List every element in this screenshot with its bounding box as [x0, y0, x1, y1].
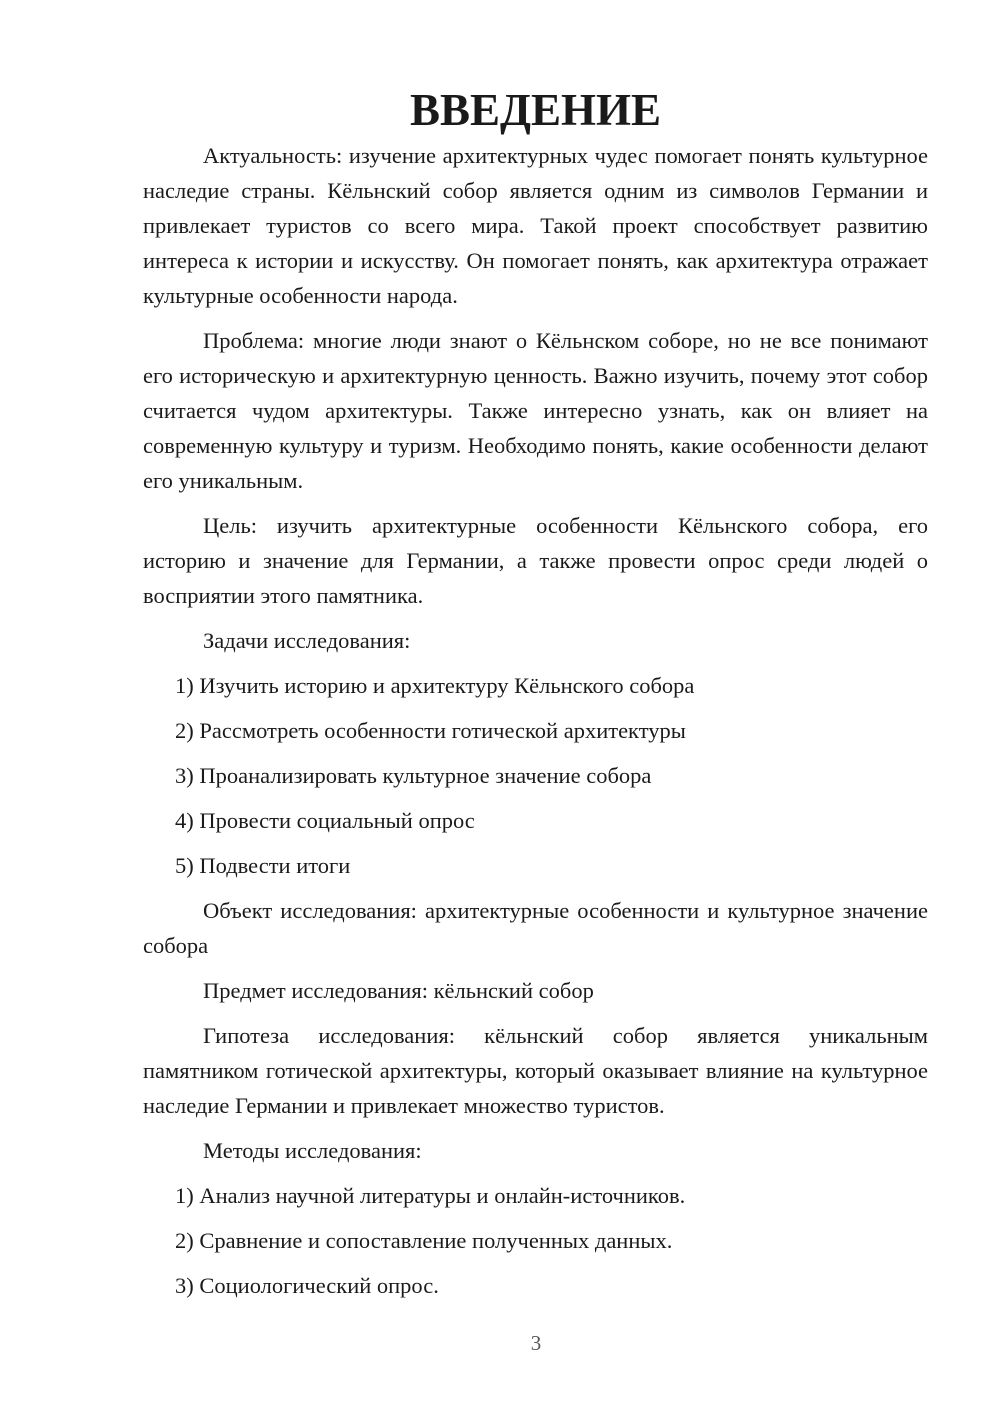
methods-heading: Методы исследования: — [203, 1138, 422, 1163]
paragraph-hypothesis: Гипотеза исследования: кёльнский собор является уникальным памятником готической архитектуры, который оказывает влияние на культурное наследие Германии и привлекает множество туристов. — [143, 1023, 928, 1118]
paragraph-subject: Предмет исследования: кёльнский собор — [203, 978, 594, 1003]
paragraph-goal: Цель: изучить архитектурные особенности Кёльнского собора, его историю и значение для Германии, а также провести опрос среди людей о восприятии этого памятника. — [143, 513, 928, 608]
list-item-task-1: 1) Изучить историю и архитектуру Кёльнского собора — [175, 673, 695, 698]
list-item-method-2: 2) Сравнение и сопоставление полученных данных. — [175, 1228, 673, 1253]
list-item-task-4: 4) Провести социальный опрос — [175, 808, 475, 833]
list-item-task-2: 2) Рассмотреть особенности готической архитектуры — [175, 718, 686, 743]
page-content — [143, 85, 928, 1313]
paragraph-object: Объект исследования: архитектурные особенности и культурное значение собора — [143, 898, 928, 958]
list-item-task-5: 5) Подвести итоги — [175, 853, 351, 878]
section-title: ВВЕДЕНИЕ — [409, 85, 662, 135]
paragraph-problem: Проблема: многие люди знают о Кёльнском соборе, но не все понимают его историческую и архитектурную ценность. Важно изучить, почему этот собор считается чудом архитектуры. Также интересно узнать, как он влияет на современную культуру и туризм. Необходимо понять, какие особенности делают его уникальным. — [143, 328, 928, 493]
tasks-heading: Задачи исследования: — [203, 628, 411, 653]
list-item-method-3: 3) Социологический опрос. — [175, 1273, 439, 1298]
list-item-task-3: 3) Проанализировать культурное значение собора — [175, 763, 652, 788]
page-number: 3 — [530, 1331, 542, 1355]
paragraph-relevance: Актуальность: изучение архитектурных чудес помогает понять культурное наследие страны. Кёльнский собор является одним из символов Германии и привлекает туристов со всего мира. Такой проект способствует развитию интереса к истории и искусству. Он помогает понять, как архитектура отражает культурные особенности народа. — [143, 143, 928, 308]
list-item-method-1: 1) Анализ научной литературы и онлайн-источников. — [175, 1183, 686, 1208]
